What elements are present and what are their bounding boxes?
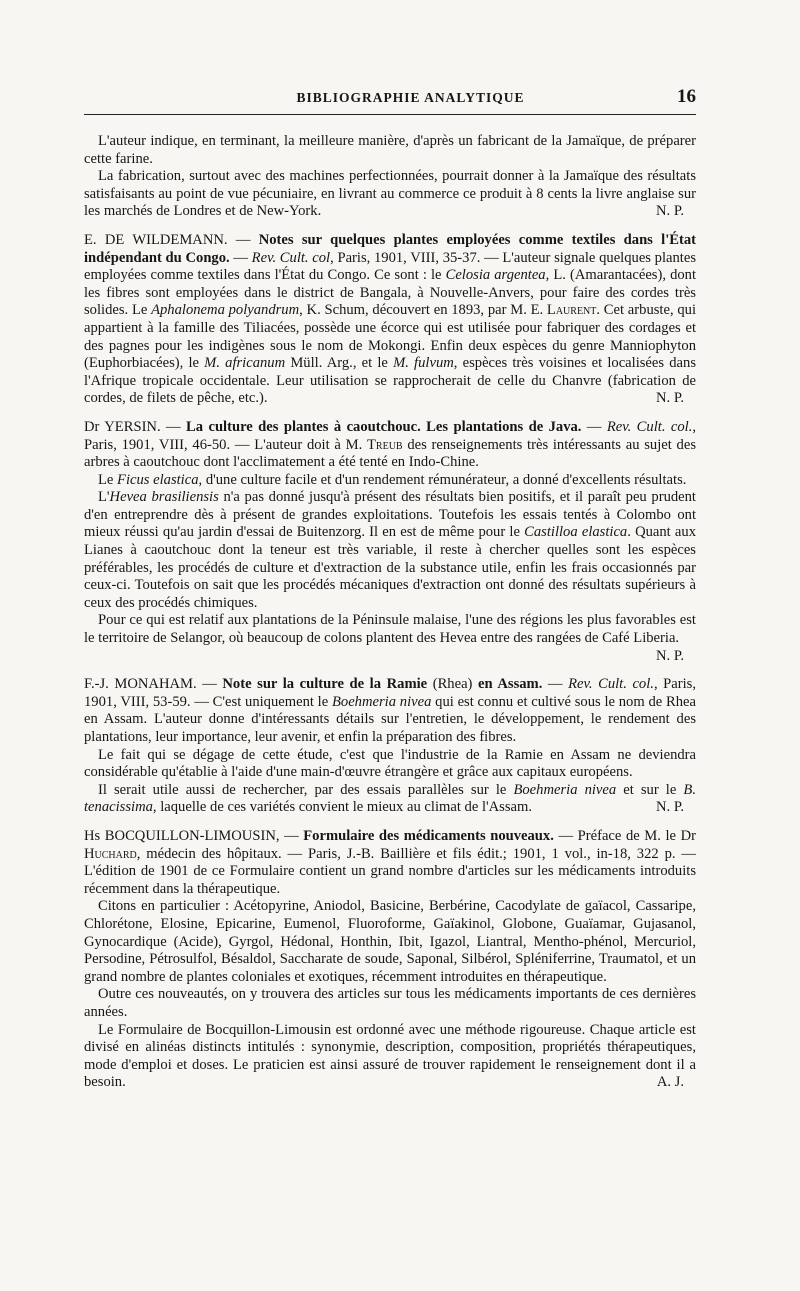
paragraph: F.-J. MONAHAM. — Note sur la culture de la Ramie (Rhea) en Assam. — Rev. Cult. col., Paris, 1901, VIII, 53-59. — C'est uniquement le Boehmeria nivea qui est connu et cultivé sous le nom de Rhea en Assam. L'auteur donne d'intéressants détails sur l'entretien, le développement, le rendement des plantations, leur importance, leur avenir, et enfin la préparation des fibres.	[84, 676, 696, 745]
entry-title: Note sur la culture de la Ramie	[222, 676, 428, 693]
entry-title-plain: (Rhea)	[427, 676, 478, 693]
species-name: Ficus elastica	[117, 471, 199, 488]
document-body	[84, 133, 696, 1092]
reviewer-initials: N. P.	[656, 799, 684, 816]
entry-text: des renseignements très intéressants au sujet des arbres à caoutchouc dont l'acclimatement a été tenté en Indo-Chine.	[84, 436, 696, 471]
person-name: Laurent	[546, 302, 597, 319]
entry-author: E. DE WILDEMANN.	[84, 231, 228, 248]
person-name: Huchard	[84, 845, 137, 862]
review-entry-yersin	[84, 419, 696, 665]
reviewer-initials: N. P.	[656, 647, 684, 664]
entry-title: La culture des plantes à caoutchouc. Les plantations de Java.	[186, 418, 582, 435]
species-name: Hevea brasiliensis	[109, 489, 219, 506]
species-name: M. africanum	[204, 355, 286, 372]
page-number: 16	[677, 86, 696, 107]
species-name: Aphalonema polyandrum	[151, 302, 300, 319]
paragraph: E. DE WILDEMANN. — Notes sur quelques plantes employées comme textiles dans l'État indépendant du Congo. — Rev. Cult. col, Paris, 1901, VIII, 35-37. — L'auteur signale quelques plantes employées comme textiles dans l'État du Congo. Ce sont : le Celosia argentea, L. (Amarantacées), dont les fibres sont employées dans le district de Bangala, à Nouvelle-Anvers, pour faire des cordes très solides. Le Aphalonema polyandrum, K. Schum, découvert en 1893, par M. E. Laurent. Cet arbuste, qui appartient à la famille des Tiliacées, possède une écorce qui est utilisée pour fabriquer des cordages et des pagnes pour les indigènes sous le nom de Mokongi. Enfin deux espèces du genre Manniophyton (Euphorbiacées), le M. africanum Müll. Arg., et le M. fulvum, espèces très voisines et localisées dans l'Afrique tropicale occidentale. Leur utilisation se rapprocherait de celle du Chanvre (fabrication de cordes, de filets de pêche, etc.). N. P.	[84, 231, 697, 407]
entry-text: , laquelle de ces variétés convient le mieux au climat de l'Assam.	[152, 799, 533, 816]
paragraph	[84, 1022, 696, 1092]
paragraph	[84, 489, 696, 612]
entry-text: , médecin des hôpitaux. — Paris, J.-B. Baillière et fils édit.; 1901, 1 vol., in-18, 322 p. — L'édition de 1901 de ce Formulaire contient un grand nombre d'articles sur les médicaments introduits récemment dans la thérapeutique.	[84, 845, 696, 897]
paragraph: L'auteur indique, en terminant, la meilleure manière, d'après un fabricant de la Jamaïque, de préparer cette farine.	[84, 133, 696, 167]
paragraph: Dr YERSIN. — La culture des plantes à caoutchouc. Les plantations de Java. — Rev. Cult. col., Paris, 1901, VIII, 46-50. — L'auteur doit à M. Treub des renseignements très intéressants au sujet des arbres à caoutchouc dont l'acclimatement a été tenté en Indo-Chine.	[84, 418, 697, 471]
entry-text: Müll. Arg., et le	[285, 355, 394, 372]
entry-text: Pour ce qui est relatif aux plantations de la Péninsule malaise, l'une des régions les plus favorables est le territoire de Selangor, où beaucoup de colons plantent des Hevea entre des rangées de Café Liberia.	[84, 612, 696, 647]
entry-text: , d'une culture facile et d'un rendement rémunérateur, a donné d'excellents résultats.	[198, 471, 687, 488]
species-name: Castilloa elastica	[524, 524, 628, 541]
reviewer-initials: N. P.	[656, 203, 684, 220]
entry-title: Notes sur quelques plantes employées comme textiles dans l'État indépendant du Congo.	[84, 231, 697, 266]
paragraph	[84, 472, 696, 490]
entry-source: , Paris, 1901, VIII, 53-59. — C'est uniquement le	[84, 676, 696, 710]
entry-text: Le Formulaire de Bocquillon-Limousin est ordonné avec une méthode rigoureuse. Chaque article est divisé en alinéas distincts intitulés : synonymie, description, composition, propriétés thérapeutiques, mode d'emploi et doses. Le praticien est ainsi assuré de trouver rapidement le renseignement dont il a besoin.	[84, 1021, 696, 1091]
entry-journal: Rev. Cult. col.	[606, 418, 693, 435]
entry-text: et sur le	[616, 781, 684, 798]
paragraph-text: La fabrication, surtout avec des machines perfectionnées, pourrait donner à la Jamaïque des résultats satisfaisants au point de vue pécuniaire, en livrant au commerce ce produit à 8 cents la livre anglaise sur les marchés de Londres et de New-York.	[84, 168, 696, 220]
entry-journal: Rev. Cult. col	[251, 249, 331, 266]
review-entry-continuation	[84, 133, 696, 221]
species-name: M. fulvum	[393, 355, 454, 372]
paragraph	[84, 168, 696, 221]
paragraph	[84, 612, 696, 664]
person-name: Treub	[367, 436, 403, 453]
entry-title: en Assam.	[478, 676, 543, 693]
review-entry-bocquillon	[84, 828, 696, 1092]
entry-text: . Cet arbuste, qui appartient à la famille des Tiliacées, possède une écorce qui est utilisée pour fabriquer des cordages et des pagnes pour les indigènes sous le nom de Mokongi. Enfin deux espèces du genre Manniophyton (Euphorbiacées), le	[84, 302, 696, 372]
entry-text: . Quant aux Lianes à caoutchouc dont la teneur est très variable, il reste à chercher quelles sont les espèces préférables, les procédés de culture et d'extraction de la substance utile, enfin les frais occasionnés par ceux-ci. Toutefois on sait que les procédés mécaniques d'extraction ont donné des résultats supérieurs à ceux des procédés chimiques.	[84, 524, 696, 611]
entry-text: Le	[98, 471, 118, 488]
species-name: Boehmeria nivea	[331, 693, 432, 710]
entry-text: , K. Schum, découvert en 1893, par M. E.	[299, 302, 547, 319]
entry-title: Formulaire des médicaments nouveaux.	[303, 827, 554, 844]
review-entry-wildemann	[84, 232, 696, 408]
entry-author: Dr YERSIN.	[84, 418, 161, 435]
entry-text: , espèces très voisines et localisées dans l'Afrique tropicale occidentale. Leur utilisation se rapprocherait de celle du Chanvre (fabrication de cordes, de filets de pêche, etc.).	[84, 355, 697, 407]
review-entry-monaham	[84, 676, 696, 817]
entry-journal: Rev. Cult. col.	[568, 676, 654, 693]
paragraph: Le fait qui se dégage de cette étude, c'est que l'industrie de la Ramie en Assam ne deviendra considérable qu'établie à l'aide d'une main-d'œuvre étrangère et grâce aux capitaux européens.	[84, 746, 696, 781]
entry-text: Il serait utile aussi de rechercher, par des essais parallèles sur le	[98, 781, 514, 798]
entry-source: , Paris, 1901, VIII, 46-50. — L'auteur doit à M.	[84, 418, 697, 453]
paragraph	[84, 782, 696, 817]
reviewer-initials: A. J.	[656, 1074, 684, 1091]
entry-text: L'	[98, 489, 110, 506]
entry-text: qui est connu et cultivé sous le nom de Rhea en Assam. L'auteur donne d'intéressants détails sur l'entretien, le développement, le rendement des plantations, leur importance, leur avenir, et enfin la préparation des fibres.	[84, 693, 696, 745]
species-name: Celosia argentea	[445, 267, 546, 284]
running-header	[84, 86, 696, 115]
species-name: Boehmeria nivea	[513, 781, 617, 798]
paragraph: Citons en particulier : Acétopyrine, Aniodol, Basicine, Berbérine, Cacodylate de gaïacol, Cassaripe, Chlorétone, Elosine, Epicarine, Eumenol, Fluoroforme, Gaïakinol, Globone, Guaïamar, Gujasanol, Gynocardique (Acide), Gyrgol, Hédonal, Honthin, Ibit, Igazol, Liantral, Mentho-phénol, Mercuriol, Persodine, Pétrosulfol, Bésaldol, Saccharate de soude, Saponal, Silbérol, Spléniferrine, Traumatol, et un grand nombre de plantes coloniales et exotiques, récemment introduites en thérapeutique.	[84, 898, 696, 985]
entry-author: Hs BOCQUILLON-LIMOUSIN,	[84, 827, 280, 844]
entry-text: , L. (Amarantacées), dont les fibres sont employées dans le district de Bangala, à Nouvelle-Anvers, pour faire des cordes très solides. Le	[84, 267, 697, 319]
entry-text: n'a pas donné jusqu'à présent des résultats bien positifs, et il paraît peu prudent d'en entreprendre dès à présent de grandes exploitations. Toutefois les essais tentés à Colombo ont mieux réussi qu'au jardin d'essai de Buitenzorg. Il en est de même pour le	[84, 489, 696, 541]
paragraph: Hs BOCQUILLON-LIMOUSIN, — Formulaire des médicaments nouveaux. — Préface de M. le Dr Huchard, médecin des hôpitaux. — Paris, J.-B. Baillière et fils édit.; 1901, 1 vol., in-18, 322 p. — L'édition de 1901 de ce Formulaire contient un grand nombre d'articles sur les médicaments introduits récemment dans la thérapeutique.	[84, 827, 697, 897]
entry-source: , Paris, 1901, VIII, 35-37. — L'auteur signale quelques plantes employées comme textiles dans l'État du Congo. Ce sont : le	[84, 249, 697, 284]
species-name: B. tenacissima	[84, 781, 696, 816]
entry-author: F.-J. MONAHAM.	[84, 676, 197, 693]
running-title: BIBLIOGRAPHIE ANALYTIQUE	[296, 90, 525, 105]
paragraph: Outre ces nouveautés, on y trouvera des articles sur tous les médicaments importants de ces dernières années.	[84, 986, 696, 1020]
reviewer-initials: N. P.	[656, 390, 684, 407]
entry-text: — Préface de M. le Dr	[553, 827, 697, 844]
